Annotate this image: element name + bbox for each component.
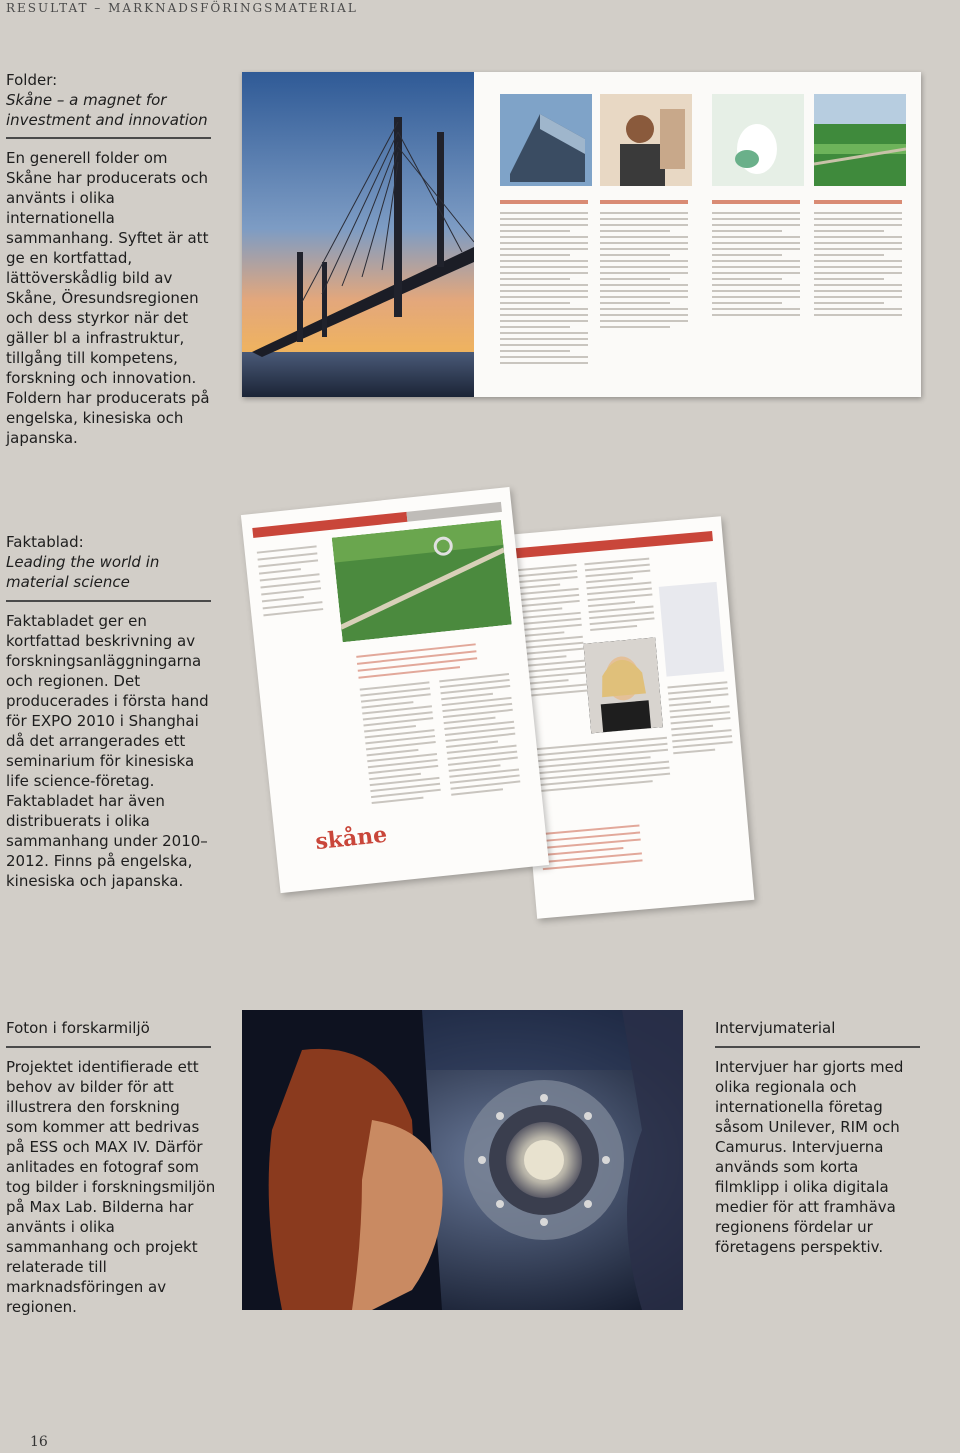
text-line-placeholder	[500, 350, 570, 352]
text-line-placeholder	[500, 308, 588, 310]
text-line-placeholder	[712, 278, 782, 280]
text-line-placeholder	[814, 254, 884, 256]
text-line-placeholder	[600, 230, 670, 232]
text-line-placeholder	[814, 236, 902, 238]
text-line-placeholder	[671, 725, 713, 731]
text-line-placeholder	[500, 332, 588, 334]
text-line-placeholder	[500, 218, 588, 220]
text-line-placeholder	[600, 266, 688, 268]
text-line-placeholder	[518, 576, 578, 583]
text-line-placeholder	[712, 218, 800, 220]
faktablad-rule	[6, 600, 211, 602]
text-line-placeholder	[673, 741, 733, 748]
text-line-placeholder	[500, 236, 588, 238]
page-number: 16	[30, 1434, 48, 1450]
text-line-placeholder	[500, 326, 570, 328]
text-line-placeholder	[814, 224, 902, 226]
portrait-photo	[583, 637, 663, 733]
text-line-placeholder	[520, 607, 562, 613]
text-line-placeholder	[814, 266, 902, 268]
text-line-placeholder	[259, 568, 301, 574]
text-line-placeholder	[814, 314, 902, 316]
text-line-placeholder	[600, 296, 688, 298]
text-line-placeholder	[524, 648, 584, 655]
section-header: RESULTAT – MARKNADSFÖRINGSMATERIAL	[6, 1, 358, 15]
text-line-placeholder	[600, 218, 688, 220]
text-line-placeholder	[527, 679, 569, 685]
text-line-placeholder	[600, 242, 688, 244]
text-line-placeholder	[600, 272, 688, 274]
text-line-placeholder	[500, 266, 588, 268]
text-line-placeholder	[712, 302, 782, 304]
text-line-placeholder	[526, 672, 586, 679]
text-line-placeholder	[600, 314, 688, 316]
people-thumb	[600, 94, 692, 186]
intervju-description: Intervjuer har gjorts med olika regionala och internationella företag såsom Unilever, RIM och Camurus. Intervjuerna används som korta filmklipp i olika digitala medier för att framhäva regionens fördelar ur företagens perspektiv.	[715, 1058, 904, 1256]
folder-description: En generell folder om Skåne har producerats och använts i olika internationella sammanhang. Syftet är att ge en kortfattad, lättöverskådlig bild av Skåne, Öresundsregionen och dess styrkor när det gäller bl a infrastruktur, tillgång till kompetens, forskning och innovation. Foldern har producerats på engelska, kinesiska och japanska.	[6, 149, 210, 447]
text-line-placeholder	[712, 242, 800, 244]
bridge-photo	[242, 72, 474, 397]
text-line-placeholder	[500, 296, 588, 298]
text-line-placeholder	[500, 320, 588, 322]
folder-subtitle: Skåne – a magnet for investment and innovation	[6, 91, 208, 129]
text-line-placeholder	[372, 797, 424, 804]
text-line-placeholder	[261, 587, 321, 595]
text-line-placeholder	[600, 260, 688, 262]
text-line-placeholder	[451, 788, 503, 795]
text-line-placeholder	[712, 272, 800, 274]
text-line-placeholder	[712, 296, 800, 298]
text-line-placeholder	[500, 248, 588, 250]
text-line-placeholder	[671, 717, 731, 724]
text-line-placeholder	[600, 320, 688, 322]
text-line-placeholder	[712, 308, 800, 310]
factsheet-front-page	[241, 487, 549, 893]
text-line-placeholder	[814, 230, 884, 232]
text-line-placeholder	[585, 570, 650, 578]
text-line-placeholder	[500, 230, 570, 232]
text-line-placeholder	[600, 302, 670, 304]
text-line-placeholder	[814, 296, 902, 298]
text-line-placeholder	[814, 284, 902, 286]
text-line-placeholder	[814, 308, 902, 310]
text-line-placeholder	[712, 236, 800, 238]
text-line-placeholder	[500, 272, 588, 274]
text-line-placeholder	[600, 326, 670, 328]
text-line-placeholder	[600, 254, 670, 256]
intervju-title: Intervjumaterial	[715, 1019, 836, 1037]
skane-logo: skåne	[314, 821, 389, 856]
foton-title: Foton i forskarmiljö	[6, 1019, 150, 1037]
text-line-placeholder	[500, 302, 570, 304]
folder-spread-image	[242, 72, 921, 397]
text-line-placeholder	[814, 302, 884, 304]
text-line-placeholder	[814, 212, 902, 214]
text-line-placeholder	[600, 284, 688, 286]
text-line-placeholder	[712, 212, 800, 214]
text-line-placeholder	[712, 290, 800, 292]
intervju-rule	[715, 1046, 920, 1048]
text-line-placeholder	[500, 212, 588, 214]
text-line-placeholder	[814, 260, 902, 262]
text-line-placeholder	[500, 356, 588, 358]
aerial-photo	[332, 520, 512, 642]
text-line-placeholder	[500, 344, 588, 346]
text-line-placeholder	[524, 655, 566, 661]
text-line-placeholder	[673, 749, 715, 755]
text-line-placeholder	[258, 559, 318, 567]
text-line-placeholder	[814, 248, 902, 250]
faktablad-heading	[6, 532, 210, 592]
text-line-placeholder	[586, 577, 633, 583]
folder-rule	[6, 137, 211, 139]
text-line-placeholder	[600, 212, 688, 214]
text-line-placeholder	[500, 362, 588, 364]
faktablad-subtitle: Leading the world in material science	[6, 553, 160, 591]
text-line-placeholder	[500, 260, 588, 262]
text-line-placeholder	[712, 230, 782, 232]
text-line-placeholder	[600, 290, 688, 292]
foton-description: Projektet identifierade ett behov av bilder för att illustrera den forskning som kommer att bedrivas på ESS och MAX IV. Därför anlitades en fotograf som tog bilder i forskningsmiljön på Max Lab. Bilderna har använts i olika sammanhang och projekt relaterade till marknadsföringen av regionen.	[6, 1058, 216, 1316]
text-line-placeholder	[600, 248, 688, 250]
text-line-placeholder	[518, 583, 560, 589]
text-line-placeholder	[500, 338, 588, 340]
text-line-placeholder	[712, 260, 800, 262]
text-line-placeholder	[712, 224, 800, 226]
text-line-placeholder	[500, 242, 588, 244]
text-line-placeholder	[262, 596, 304, 602]
text-line-placeholder	[712, 284, 800, 286]
text-line-placeholder	[263, 608, 323, 616]
text-line-placeholder	[600, 224, 688, 226]
landscape-thumb	[814, 94, 906, 186]
text-line-placeholder	[590, 617, 655, 625]
lab-photo	[242, 1010, 683, 1310]
text-line-placeholder	[600, 308, 688, 310]
text-line-placeholder	[600, 236, 688, 238]
text-line-placeholder	[500, 254, 570, 256]
text-line-placeholder	[588, 601, 635, 607]
text-line-placeholder	[712, 248, 800, 250]
text-line-placeholder	[500, 314, 588, 316]
text-line-placeholder	[712, 266, 800, 268]
foton-rule	[6, 1046, 211, 1048]
text-line-placeholder	[500, 290, 588, 292]
text-line-placeholder	[500, 224, 588, 226]
text-line-placeholder	[600, 278, 670, 280]
building-thumb	[500, 94, 592, 186]
folder-title: Folder:	[6, 71, 58, 89]
text-line-placeholder	[814, 278, 884, 280]
text-line-placeholder	[814, 242, 902, 244]
text-line-placeholder	[528, 690, 588, 697]
text-line-placeholder	[520, 600, 580, 607]
folder-page	[474, 72, 921, 397]
text-line-placeholder	[588, 593, 653, 601]
faktablad-description: Faktabladet ger en kortfattad beskrivning av forskningsanläggningarna och regionen. Det producerades i första hand för EXPO 2010 i Shanghai då det arrangerades ett seminarium för kinesiska life science-företag. Faktabladet har även distribuerats i olika sammanhang under 2010–2012. Finns på engelska, kinesiska och japanska.	[6, 612, 209, 890]
text-line-placeholder	[590, 625, 637, 631]
text-line-placeholder	[814, 290, 902, 292]
text-line-placeholder	[500, 284, 588, 286]
faktablad-title: Faktablad:	[6, 533, 84, 551]
text-line-placeholder	[522, 624, 582, 631]
text-line-placeholder	[500, 278, 570, 280]
text-line-placeholder	[669, 701, 711, 707]
text-line-placeholder	[814, 272, 902, 274]
text-line-placeholder	[712, 314, 800, 316]
text-line-placeholder	[814, 218, 902, 220]
text-line-placeholder	[522, 631, 564, 637]
text-line-placeholder	[668, 693, 728, 700]
text-line-placeholder	[712, 254, 782, 256]
map-graphic	[659, 582, 725, 677]
folder-heading	[6, 70, 210, 130]
product-thumb	[712, 94, 804, 186]
